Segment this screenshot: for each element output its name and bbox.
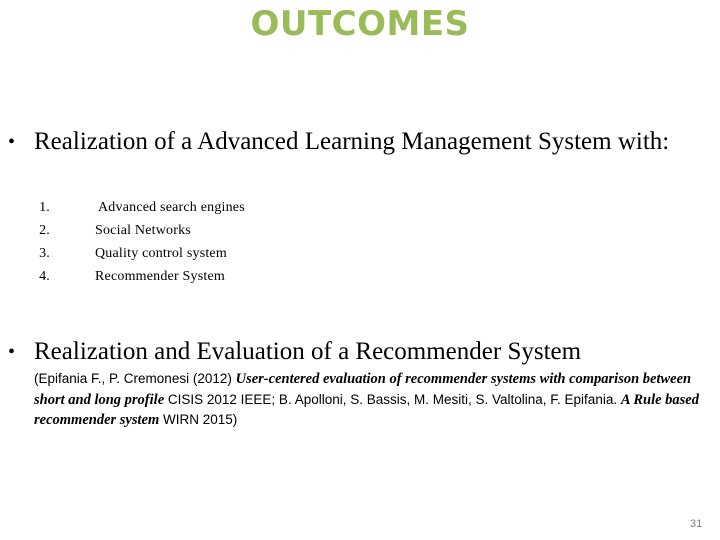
bullet-item-2 [8,336,714,370]
ref-text: WIRN 2015) [159,412,238,427]
references [34,369,718,431]
bullet-dot: • [8,341,16,363]
slide-title: OUTCOMES [250,4,470,44]
list-number: 3. [39,246,50,261]
page-number: 31 [690,518,703,530]
ref-text: (Epifania F., P. Cremonesi (2012) [34,371,236,386]
list-number: 2. [39,223,50,238]
bullet-text-1: Realization of a Advanced Learning Management System with: [34,128,670,155]
numbered-list [34,196,334,288]
list-item [34,196,334,219]
list-item [34,219,334,242]
list-label: Recommender System [95,269,225,284]
list-label: Quality control system [95,246,227,261]
list-item [34,242,334,265]
bullet-text-2: Realization and Evaluation of a Recommender System [34,338,582,365]
list-number: 4. [39,269,50,284]
bullet-item-1 [8,126,714,196]
list-item [34,265,334,288]
ref-title: User-centered evaluation of recommender systems with comparison between short and long profile [34,371,692,408]
list-label: Advanced search engines [98,200,245,215]
list-number: 1. [39,200,50,215]
ref-text: CISIS 2012 IEEE; B. Apolloni, S. Bassis, M. Mesiti, S. Valtolina, F. Epifania. [164,391,621,407]
bullet-dot: • [8,131,16,153]
list-label: Social Networks [95,223,191,238]
ref-title: A Rule based recommender system [34,391,699,428]
